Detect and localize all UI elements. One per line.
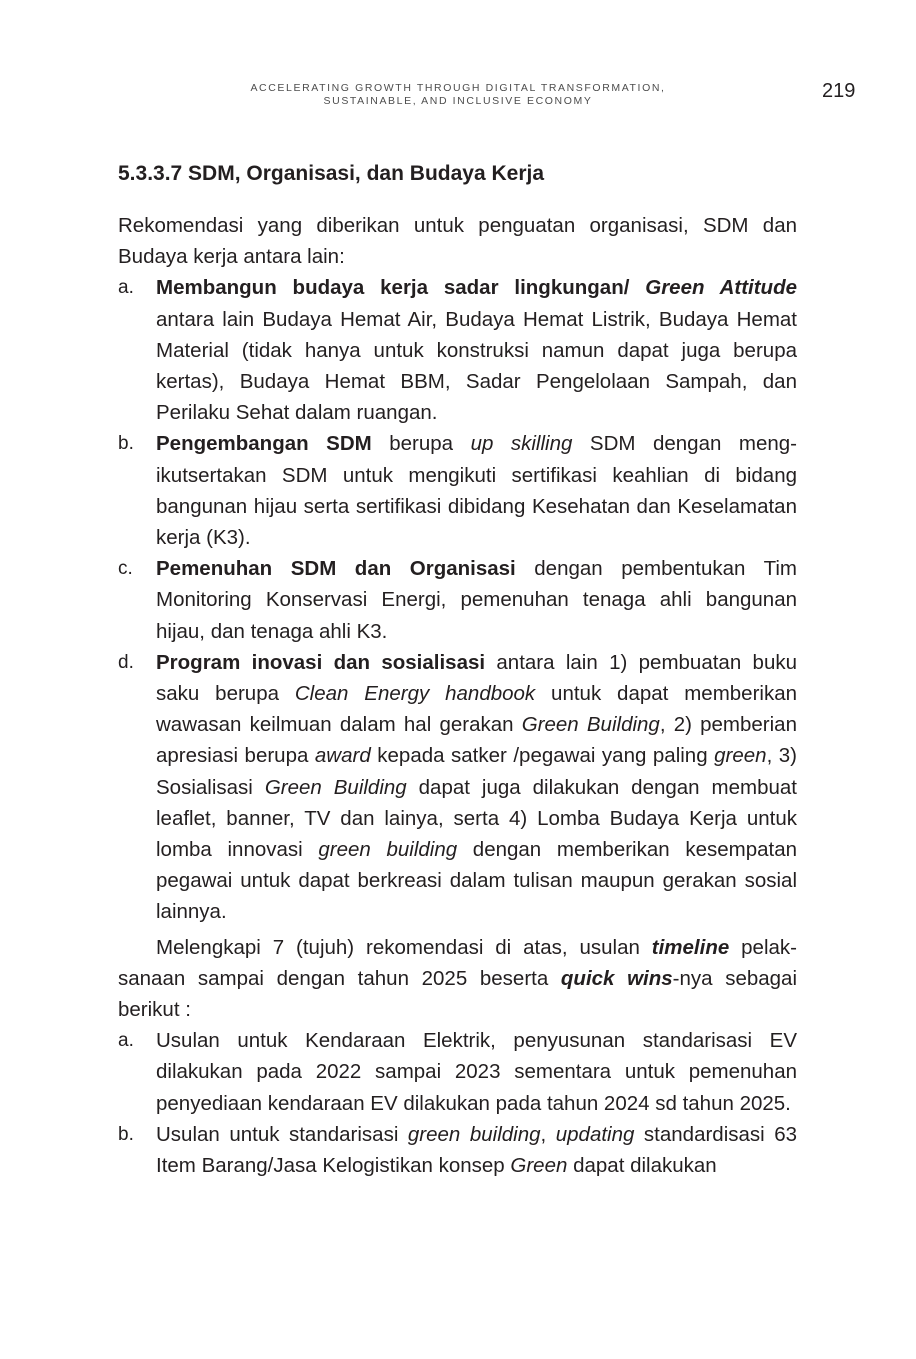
item-text: dapat dilakukan <box>567 1154 717 1178</box>
list-item-b <box>118 1119 797 1181</box>
section-intro: Rekomendasi yang diberikan untuk penguatan organisasi, SDM dan Budaya kerja antara lain: <box>118 214 797 269</box>
list-marker: a. <box>118 277 134 299</box>
item-emphasis: green building <box>318 838 458 862</box>
page-body <box>118 158 797 1181</box>
page-number: 219 <box>822 80 856 102</box>
item-emphasis: green building <box>407 1122 541 1146</box>
item-heading: Program inovasi dan sosialisasi <box>156 650 486 674</box>
paragraph-emphasis: quick wins <box>560 966 673 990</box>
list-item-d <box>118 647 797 928</box>
item-emphasis: updating <box>555 1122 635 1146</box>
item-text: dengan memberikan kesempatan pegawai untuk dapat berkreasi dalam tulisan maupun gerakan sosial lainnya. <box>156 838 797 924</box>
paragraph-text: pelaksanaan sampai dengan tahun 2025 beserta <box>118 935 797 990</box>
item-emphasis: Clean Energy handbook <box>294 682 536 706</box>
running-header <box>200 82 716 108</box>
item-emphasis: green <box>714 744 767 768</box>
item-text: SDM dengan mengikutsertakan SDM untuk mengikuti sertifikasi keahlian di bidang bangunan hijau serta sertifikasi dibidang Kesehatan dan Keselamatan kerja (K3). <box>156 432 797 550</box>
item-text: antara lain 1) pembuatan buku saku berupa <box>156 650 797 706</box>
item-text: Usulan untuk Kendaraan Elektrik, penyusunan standarisasi EV dilakukan pada 2022 sampai 2023 sementara untuk pemenuhan penyediaan kendaraan EV dilakukan pada tahun 2024 sd tahun 2025. <box>156 1029 797 1115</box>
item-emphasis: Green <box>510 1154 568 1178</box>
running-header-line-1: ACCELERATING GROWTH THROUGH DIGITAL TRANSFORMATION, <box>250 82 666 94</box>
section-title: 5.3.3.7 SDM, Organisasi, dan Budaya Kerja <box>118 162 544 185</box>
item-text: , 3) Sosialisasi <box>156 744 798 799</box>
list-marker: b. <box>118 433 134 455</box>
timeline-list <box>118 1025 797 1181</box>
item-text: berupa <box>371 432 471 456</box>
recommendation-list <box>118 272 797 927</box>
item-text: , <box>540 1122 556 1146</box>
item-heading: Membangun budaya kerja sadar lingkungan/ <box>156 276 646 300</box>
list-marker: d. <box>118 651 134 673</box>
item-text: kepada satker /pegawai yang paling <box>370 744 715 768</box>
item-heading-emphasis: Green Attitude <box>645 276 797 300</box>
list-item-c <box>118 553 797 647</box>
list-item-a <box>118 272 797 428</box>
list-marker: a. <box>118 1030 134 1052</box>
item-text: dapat juga dilakukan dengan membuat leaflet, banner, TV dan lainya, serta 4) Lomba Budaya Kerja untuk lomba innovasi <box>156 775 797 862</box>
paragraph-emphasis: timeline <box>651 935 730 959</box>
item-emphasis: Green Building <box>264 775 407 799</box>
item-heading: Pemenuhan SDM dan Organisasi <box>156 557 516 581</box>
list-marker: b. <box>118 1123 134 1145</box>
paragraph-text: -nya sebagai berikut : <box>118 966 798 1022</box>
item-emphasis: award <box>314 744 371 768</box>
item-emphasis: Green Building <box>521 713 660 737</box>
item-emphasis: up skilling <box>470 432 573 456</box>
list-item-a <box>118 1025 797 1119</box>
item-text: , 2) pemberian apresiasi berupa <box>156 713 797 768</box>
item-text: untuk dapat memberikan wawasan keilmuan dalam hal gerakan <box>156 682 798 737</box>
timeline-paragraph <box>118 932 797 1026</box>
item-text: standardisasi 63 Item Barang/Jasa Kelogistikan konsep <box>156 1122 798 1178</box>
item-text: Usulan untuk standarisasi <box>156 1122 408 1146</box>
item-text: dengan pembentukan Tim Monitoring Konservasi Energi, pemenuhan tenaga ahli bangunan hijau, dan tenaga ahli K3. <box>156 557 797 643</box>
running-header-line-2: SUSTAINABLE, AND INCLUSIVE ECONOMY <box>323 95 593 107</box>
item-heading: Pengembangan SDM <box>156 432 372 456</box>
list-item-b <box>118 428 797 553</box>
paragraph-text: Melengkapi 7 (tujuh) rekomendasi di atas, usulan <box>156 935 652 959</box>
item-text: antara lain Budaya Hemat Air, Budaya Hemat Listrik, Budaya Hemat Material (tidak hanya untuk konstruksi namun dapat juga berupa kertas), Budaya Hemat BBM, Sadar Pengelolaan Sampah, dan Perilaku Sehat dalam ruangan. <box>156 307 797 425</box>
list-marker: c. <box>118 558 133 580</box>
